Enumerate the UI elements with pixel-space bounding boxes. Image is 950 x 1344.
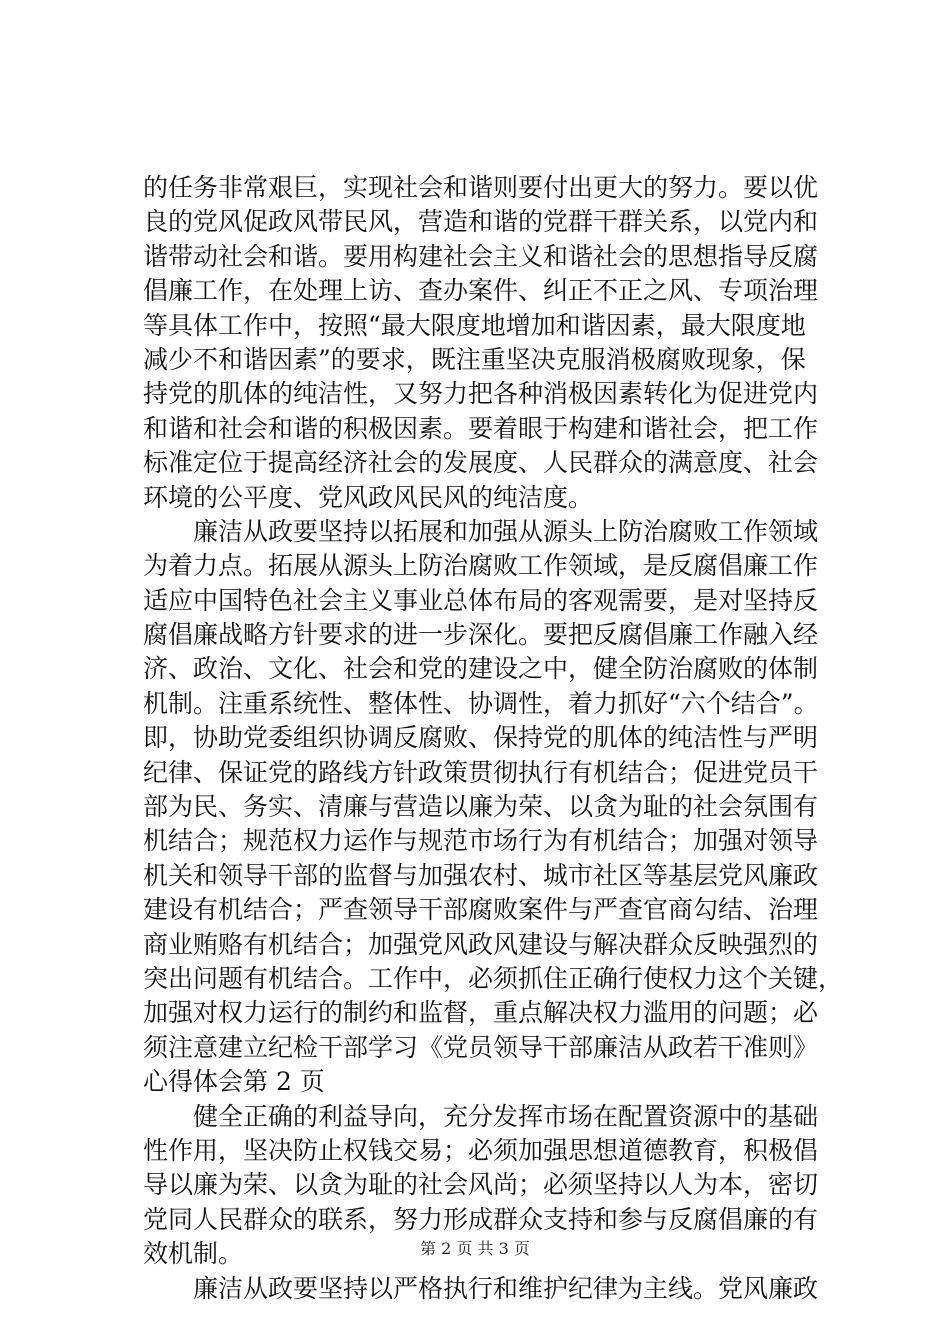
text-line: 纪律、保证党的路线方针政策贯彻执行有机结合；促进党员干 xyxy=(143,757,819,787)
text-line: 心得体会第 2 页 xyxy=(143,1067,325,1097)
text-line: 须注意建立纪检干部学习《党员领导干部廉洁从政若干准则》 xyxy=(143,1032,819,1062)
text-line: 党同人民群众的联系，努力形成群众支持和参与反腐倡廉的有 xyxy=(143,1204,819,1234)
text-line: 加强对权力运行的制约和监督，重点解决权力滥用的问题；必 xyxy=(143,998,819,1028)
text-line: 廉洁从政要坚持以拓展和加强从源头上防治腐败工作领域 xyxy=(143,516,819,546)
text-line: 建设有机结合；严查领导干部腐败案件与严查官商勾结、治理 xyxy=(143,895,819,925)
text-line: 商业贿赂有机结合；加强党风政风建设与解决群众反映强烈的 xyxy=(143,929,819,959)
text-line: 持党的肌体的纯洁性，又努力把各种消极因素转化为促进党内 xyxy=(143,379,819,409)
text-line: 谐带动社会和谐。要用构建社会主义和谐社会的思想指导反腐 xyxy=(143,241,819,271)
text-line: 即，协助党委组织协调反腐败、保持党的肌体的纯洁性与严明 xyxy=(143,723,819,753)
text-line: 的任务非常艰巨，实现社会和谐则要付出更大的努力。要以优 xyxy=(143,173,819,202)
text-line: 效机制。 xyxy=(143,1239,244,1269)
text-line: 减少不和谐因素”的要求，既注重坚决克服消极腐败现象，保 xyxy=(143,344,806,374)
text-line: 腐倡廉战略方针要求的进一步深化。要把反腐倡廉工作融入经 xyxy=(143,620,819,650)
text-line: 机制。注重系统性、整体性、协调性，着力抓好“六个结合”。 xyxy=(143,688,819,718)
text-line: 适应中国特色社会主义事业总体布局的客观需要，是对坚持反 xyxy=(143,585,819,615)
text-line: 良的党风促政风带民风，营造和谐的党群干群关系，以党内和 xyxy=(143,207,819,237)
text-line: 和谐和社会和谐的积极因素。要着眼于构建和谐社会，把工作 xyxy=(143,413,819,443)
text-line: 济、政治、文化、社会和党的建设之中，健全防治腐败的体制 xyxy=(143,654,819,684)
text-line: 机关和领导干部的监督与加强农村、城市社区等基层党风廉政 xyxy=(143,860,819,890)
text-line: 等具体工作中，按照“最大限度地增加和谐因素，最大限度地 xyxy=(143,310,806,340)
text-line: 导以廉为荣、以贪为耻的社会风尚；必须坚持以人为本，密切 xyxy=(143,1170,819,1200)
text-line: 倡廉工作，在处理上访、查办案件、纠正不正之风、专项治理 xyxy=(143,276,819,306)
text-line: 为着力点。拓展从源头上防治腐败工作领域，是反腐倡廉工作 xyxy=(143,551,819,581)
text-line: 突出问题有机结合。工作中，必须抓住正确行使权力这个关键， xyxy=(143,963,844,993)
body-text xyxy=(143,171,853,1306)
text-line: 健全正确的利益导向，充分发挥市场在配置资源中的基础 xyxy=(143,1101,819,1131)
page-footer: 第 2 页 共 3 页 xyxy=(420,1239,530,1258)
text-line: 环境的公平度、党风政风民风的纯洁度。 xyxy=(143,482,594,512)
text-line: 廉洁从政要坚持以严格执行和维护纪律为主线。党风廉政 xyxy=(143,1273,819,1303)
text-line: 部为民、务实、清廉与营造以廉为荣、以贪为耻的社会氛围有 xyxy=(143,792,819,822)
text-line: 标准定位于提高经济社会的发展度、人民群众的满意度、社会 xyxy=(143,448,819,478)
text-line: 性作用，坚决防止权钱交易；必须加强思想道德教育，积极倡 xyxy=(143,1135,819,1165)
text-line: 机结合；规范权力运作与规范市场行为有机结合；加强对领导 xyxy=(143,826,819,856)
